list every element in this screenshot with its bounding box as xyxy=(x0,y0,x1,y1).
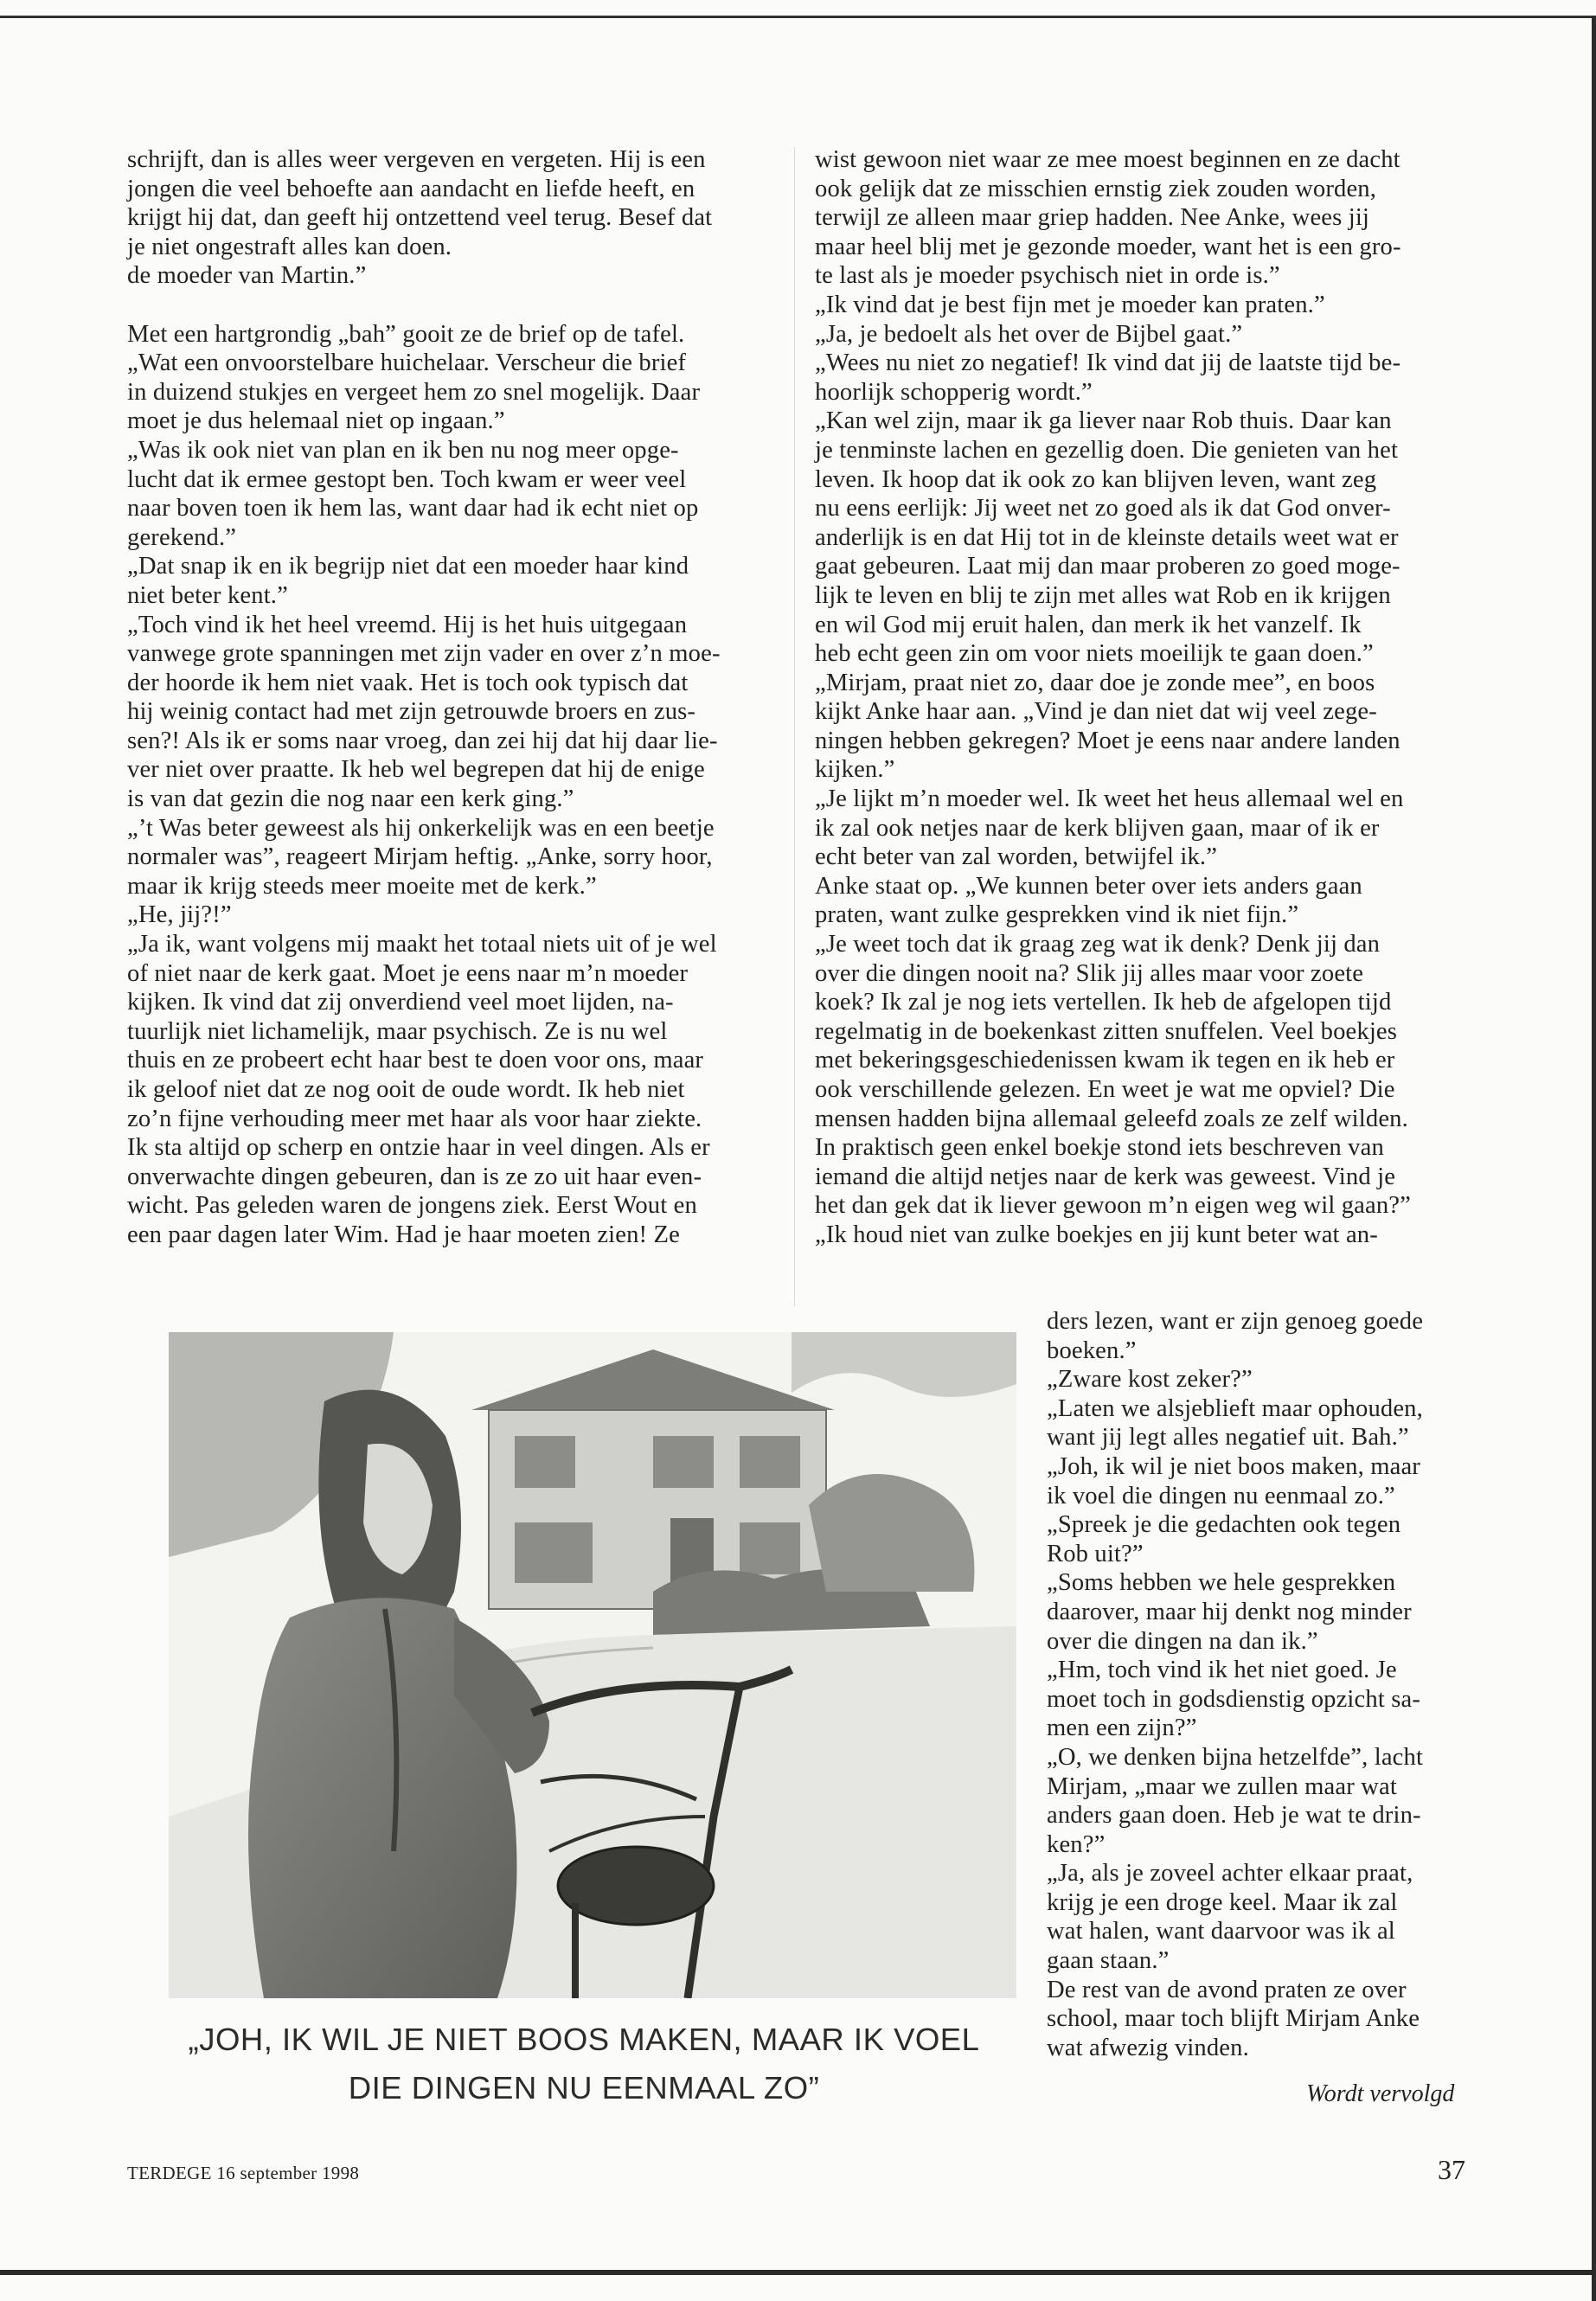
caption-line-2: DIE DINGEN NU EENMAAL ZO” xyxy=(348,2070,820,2106)
bottom-border xyxy=(0,2270,1596,2275)
text-line: regelmatig in de boekenkast zitten snuffelen. Veel boekjes xyxy=(815,1017,1398,1045)
text-line: met bekeringsgeschiedenissen kwam ik tegen en ik heb er xyxy=(815,1047,1395,1074)
text-line: leven. Ik hoop dat ik ook zo kan blijven leven, want zeg xyxy=(815,465,1377,493)
text-line: „Mirjam, praat niet zo, daar doe je zonde mee”, en boos xyxy=(815,669,1375,696)
text-line: normaler was”, reageert Mirjam heftig. „Anke, sorry hoor, xyxy=(127,843,713,871)
text-line: mensen hadden bijna allemaal geleefd zoals ze zelf wilden. xyxy=(815,1105,1408,1132)
page-number: 37 xyxy=(1438,2154,1465,2185)
text-line: want jij legt alles negatief uit. Bah.” xyxy=(1047,1424,1409,1452)
text-line: over die dingen na dan ik.” xyxy=(1047,1627,1318,1655)
text-line: wat afwezig vinden. xyxy=(1047,2034,1249,2061)
text-line: de moeder van Martin.” xyxy=(127,262,367,290)
right-border xyxy=(1592,16,1596,2301)
text-line: wist gewoon niet waar ze mee moest beginnen en ze dacht xyxy=(815,146,1401,173)
text-line: „Joh, ik wil je niet boos maken, maar xyxy=(1047,1452,1420,1480)
text-line: ken?” xyxy=(1047,1830,1106,1858)
text-line: ook verschillende gelezen. En weet je wat me opviel? Die xyxy=(815,1076,1395,1103)
text-line: je tenminste lachen en gezellig doen. Die genieten van het xyxy=(815,436,1399,464)
text-line: vanwege grote spanningen met zijn vader en over z’n moe- xyxy=(127,640,721,668)
text-line: het dan gek dat ik liever gewoon m’n eigen weg wil gaan?” xyxy=(815,1192,1411,1220)
narrow-column xyxy=(1047,1307,1479,2062)
text-line: ik voel die dingen nu eenmaal zo.” xyxy=(1047,1482,1395,1509)
text-line: lijk te leven en blij te zijn met alles wat Rob en ik krijgen xyxy=(815,581,1391,609)
text-line: „Laten we alsjeblieft maar ophouden, xyxy=(1047,1394,1423,1422)
text-line: hoorlijk schopperig wordt.” xyxy=(815,378,1093,406)
text-line: heb echt geen zin om voor niets moeilijk te gaan doen.” xyxy=(815,640,1374,668)
text-line: De rest van de avond praten ze over xyxy=(1047,1976,1407,2003)
illustration-caption xyxy=(147,2016,1021,2112)
text-line: „Spreek je die gedachten ook tegen xyxy=(1047,1511,1401,1539)
text-line: ningen hebben gekregen? Moet je eens naar andere landen xyxy=(815,727,1401,754)
text-line: anderlijk is en dat Hij tot in de kleinste details weet wat er xyxy=(815,523,1399,551)
text-line: Met een hartgrondig „bah” gooit ze de brief op de tafel. xyxy=(127,320,685,348)
text-line: je niet ongestraft alles kan doen. xyxy=(127,233,452,260)
text-line: iemand die altijd netjes naar de kerk was geweest. Vind je xyxy=(815,1163,1396,1190)
text-line: ver niet over praatte. Ik heb wel begrepen dat hij de enige xyxy=(127,756,705,784)
text-line: „Je lijkt m’n moeder wel. Ik weet het heus allemaal wel en xyxy=(815,785,1404,813)
text-line: krijg je een droge keel. Maar ik zal xyxy=(1047,1888,1398,1916)
caption-line-1: „JOH, IK WIL JE NIET BOOS MAKEN, MAAR IK VOEL xyxy=(188,2022,980,2057)
text-line xyxy=(127,291,811,320)
text-line: Mirjam, „maar we zullen maar wat xyxy=(1047,1772,1397,1800)
text-line: lucht dat ik ermee gestopt ben. Toch kwam er weer veel xyxy=(127,465,687,493)
text-line: wat halen, want daarvoor was ik al xyxy=(1047,1918,1395,1945)
text-line: „Hm, toch vind ik het niet goed. Je xyxy=(1047,1657,1397,1684)
text-line: In praktisch geen enkel boekje stond iets beschreven van xyxy=(815,1134,1384,1162)
text-line: krijgt hij dat, dan geeft hij ontzettend veel terug. Besef dat xyxy=(127,204,713,232)
text-line: wicht. Pas geleden waren de jongens ziek. Eerst Wout en xyxy=(127,1192,697,1220)
text-line: hij weinig contact had met zijn getrouwde broers en zus- xyxy=(127,698,696,726)
girl-with-bicycle-drawing xyxy=(169,1332,1016,1998)
text-line: kijkt Anke haar aan. „Vind je dan niet dat wij veel zege- xyxy=(815,698,1377,726)
text-line: schrijft, dan is alles weer vergeven en vergeten. Hij is een xyxy=(127,146,706,173)
text-line: „’t Was beter geweest als hij onkerkelijk was en een beetje xyxy=(127,814,715,842)
text-line: moet je dus helemaal niet op ingaan.” xyxy=(127,407,505,435)
illustration xyxy=(169,1332,1016,1998)
text-line: kijken.” xyxy=(815,756,895,784)
text-line: „O, we denken bijna hetzelfde”, lacht xyxy=(1047,1743,1424,1771)
text-line: „Kan wel zijn, maar ik ga liever naar Rob thuis. Daar kan xyxy=(815,407,1392,435)
text-line: school, maar toch blijft Mirjam Anke xyxy=(1047,2005,1420,2033)
text-line: over die dingen nooit na? Slik jij alles maar voor zoete xyxy=(815,959,1364,987)
text-line: „Ik vind dat je best fijn met je moeder kan praten.” xyxy=(815,291,1325,318)
text-line: men een zijn?” xyxy=(1047,1715,1197,1742)
text-line: onverwachte dingen gebeuren, dan is ze zo uit haar even- xyxy=(127,1163,702,1190)
text-line: „Ja, je bedoelt als het over de Bijbel gaat.” xyxy=(815,320,1243,348)
text-line: moet toch in godsdienstig opzicht sa- xyxy=(1047,1685,1420,1713)
text-line: tuurlijk niet lichamelijk, maar psychisch. Ze is nu wel xyxy=(127,1017,668,1045)
text-line: daarover, maar hij denkt nog minder xyxy=(1047,1598,1412,1625)
text-line: Rob uit?” xyxy=(1047,1540,1144,1567)
text-line: te last als je moeder psychisch niet in orde is.” xyxy=(815,262,1280,290)
text-line: ik zal ook netjes naar de kerk blijven gaan, maar of ik er xyxy=(815,814,1380,842)
publication-footer: TERDEGE 16 september 1998 xyxy=(127,2163,360,2183)
text-line: „Ja ik, want volgens mij maakt het totaal niets uit of je wel xyxy=(127,931,717,958)
top-border xyxy=(0,16,1596,18)
text-line: niet beter kent.” xyxy=(127,581,288,609)
text-line: „Je weet toch dat ik graag zeg wat ik denk? Denk jij dan xyxy=(815,931,1381,958)
text-line: maar ik krijg steeds meer moeite met de kerk.” xyxy=(127,872,597,900)
text-line: „He, jij?!” xyxy=(127,901,232,929)
text-line: praten, want zulke gesprekken vind ik niet fijn.” xyxy=(815,901,1299,929)
text-line: maar heel blij met je gezonde moeder, want het is een gro- xyxy=(815,233,1401,260)
text-line: ders lezen, want er zijn genoeg goede xyxy=(1047,1308,1424,1335)
text-line: naar boven toen ik hem las, want daar had ik echt niet op xyxy=(127,495,699,522)
text-line: of niet naar de kerk gaat. Moet je eens naar m’n moeder xyxy=(127,959,689,987)
text-line: Anke staat op. „We kunnen beter over iets anders gaan xyxy=(815,872,1362,900)
right-column xyxy=(815,145,1472,1250)
text-line: gerekend.” xyxy=(127,523,237,551)
text-line: zo’n fijne verhouding meer met haar als voor haar ziekte. xyxy=(127,1105,702,1132)
text-line: „Toch vind ik het heel vreemd. Hij is het huis uitgegaan xyxy=(127,611,688,638)
text-line: „Was ik ook niet van plan en ik ben nu nog meer opge- xyxy=(127,436,679,464)
text-line: Ik sta altijd op scherp en ontzie haar in veel dingen. Als er xyxy=(127,1134,710,1162)
text-line: sen?! Als ik er soms naar vroeg, dan zei hij dat hij daar lie- xyxy=(127,727,718,754)
text-line: nu eens eerlijk: Jij weet net zo goed als ik dat God onver- xyxy=(815,495,1391,522)
left-column xyxy=(127,145,811,1250)
text-line: gaan staan.” xyxy=(1047,1947,1170,1975)
text-line: terwijl ze alleen maar griep hadden. Nee Anke, wees jij xyxy=(815,204,1370,232)
text-line: „Wat een onvoorstelbare huichelaar. Verscheur die brief xyxy=(127,349,687,377)
text-line: jongen die veel behoefte aan aandacht en liefde heeft, en xyxy=(127,175,695,202)
text-line: in duizend stukjes en vergeet hem zo snel mogelijk. Daar xyxy=(127,378,701,406)
text-line: „Dat snap ik en ik begrijp niet dat een moeder haar kind xyxy=(127,553,689,580)
text-line: „Wees nu niet zo negatief! Ik vind dat jij de laatste tijd be- xyxy=(815,349,1401,377)
text-line: anders gaan doen. Heb je wat te drin- xyxy=(1047,1802,1421,1830)
text-line: boeken.” xyxy=(1047,1336,1137,1364)
text-line: der hoorde ik hem niet vaak. Het is toch ook typisch dat xyxy=(127,669,689,696)
text-line: „Zware kost zeker?” xyxy=(1047,1366,1253,1394)
text-line: „Soms hebben we hele gesprekken xyxy=(1047,1569,1396,1597)
text-line: „Ik houd niet van zulke boekjes en jij kunt beter wat an- xyxy=(815,1221,1378,1248)
text-line: ook gelijk dat ze misschien ernstig ziek zouden worden, xyxy=(815,175,1377,202)
text-line: echt beter van zal worden, betwijfel ik.” xyxy=(815,843,1218,871)
to-be-continued: Wordt vervolgd xyxy=(1306,2080,1455,2107)
text-line: kijken. Ik vind dat zij onverdiend veel moet lijden, na- xyxy=(127,989,674,1016)
text-line: thuis en ze probeert echt haar best te doen voor ons, maar xyxy=(127,1047,704,1074)
text-line: koek? Ik zal je nog iets vertellen. Ik heb de afgelopen tijd xyxy=(815,989,1392,1016)
text-line: „Ja, als je zoveel achter elkaar praat, xyxy=(1047,1860,1413,1888)
text-line: ik geloof niet dat ze nog ooit de oude wordt. Ik heb niet xyxy=(127,1076,685,1103)
text-line: gaat gebeuren. Laat mij dan maar proberen zo goed moge- xyxy=(815,553,1401,580)
text-line: en wil God mij eruit halen, dan merk ik het vanzelf. Ik xyxy=(815,611,1362,638)
text-line: is van dat gezin die nog naar een kerk ging.” xyxy=(127,785,574,813)
text-line: een paar dagen later Wim. Had je haar moeten zien! Ze xyxy=(127,1221,680,1248)
